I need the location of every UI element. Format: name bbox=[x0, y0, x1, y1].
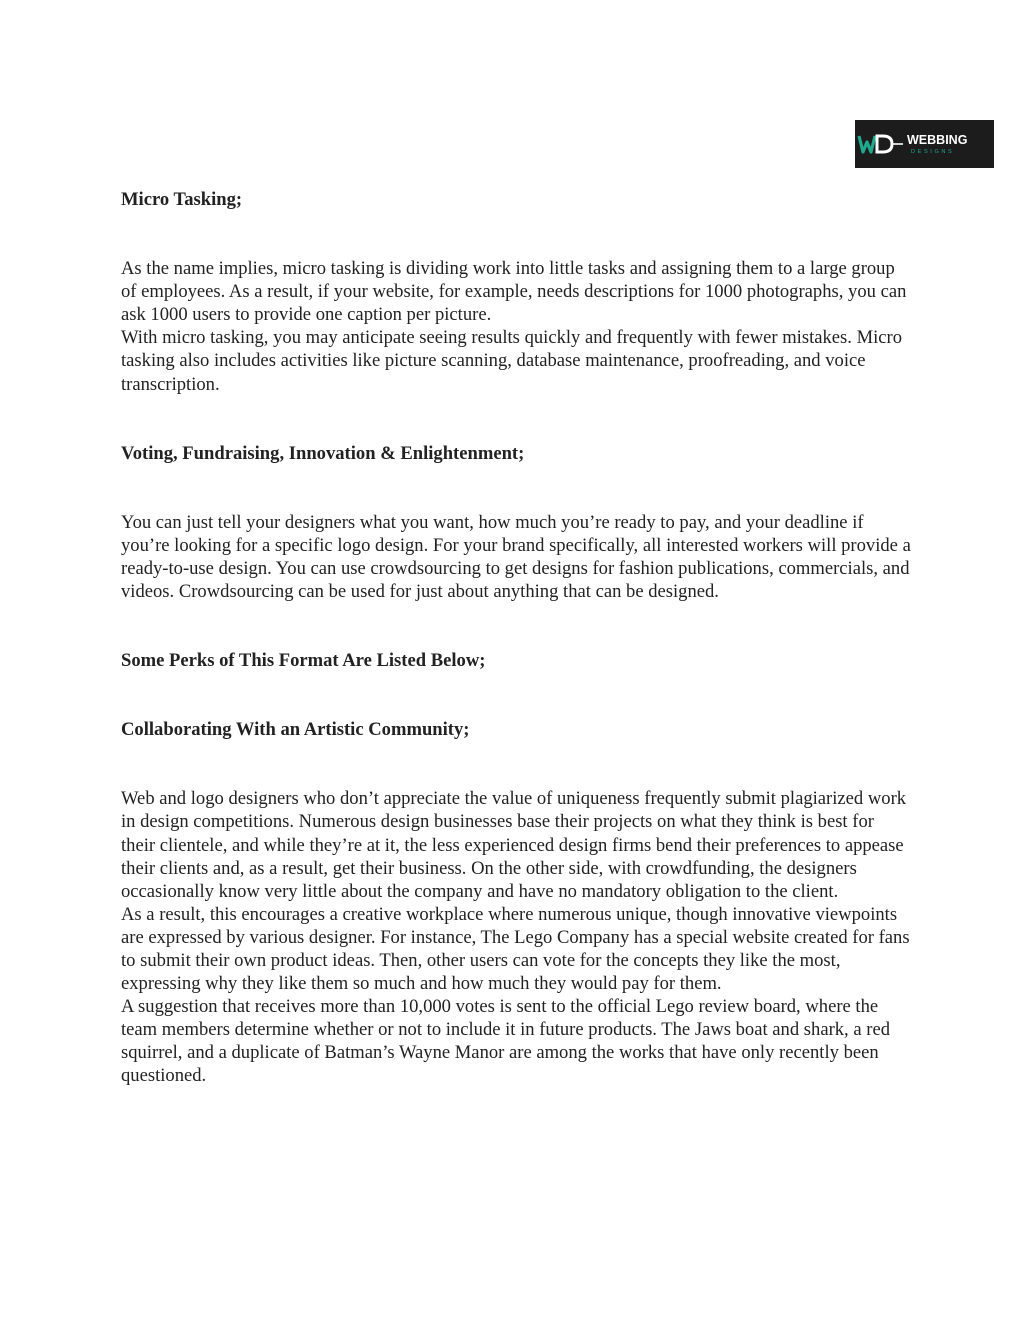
document-body bbox=[121, 188, 911, 1088]
paragraph: As the name implies, micro tasking is dividing work into little tasks and assigning them to a large group of employees. As a result, if your website, for example, needs descriptions for 1000 photographs, you can ask 1000 users to provide one caption per picture. bbox=[121, 258, 907, 326]
paragraph: As a result, this encourages a creative workplace where numerous unique, though innovative viewpoints are expressed by various designer. For instance, The Lego Company has a special website created for fans to submit their own product ideas. Then, other users can vote for the concepts they like the most, expressing why they like them so much and how much they would pay for them. bbox=[121, 903, 910, 995]
webbing-designs-logo bbox=[855, 120, 994, 168]
wd-monogram-icon bbox=[855, 120, 994, 168]
section-heading: Micro Tasking; bbox=[121, 189, 243, 210]
paragraph: You can just tell your designers what you want, how much you’re ready to pay, and your deadline if you’re looking for a specific logo design. For your brand specifically, all interested workers will provide a ready-to-use design. You can use crowdsourcing to get designs for fashion publications, commercials, and videos. Crowdsourcing can be used for just about anything that can be designed. bbox=[121, 511, 911, 603]
section-heading: Voting, Fundraising, Innovation & Enlightenment; bbox=[121, 442, 525, 464]
logo-text: WEBBING bbox=[907, 133, 968, 147]
section-heading: Some Perks of This Format Are Listed Below; bbox=[121, 650, 486, 672]
paragraph: A suggestion that receives more than 10,000 votes is sent to the official Lego review board, where the team members determine whether or not to include it in future products. The Jaws boat and shark, a red squirrel, and a duplicate of Batman’s Wayne Manor are among the works that have only recently been questioned. bbox=[121, 996, 890, 1087]
section-heading: Collaborating With an Artistic Community; bbox=[121, 719, 470, 741]
paragraph: Web and logo designers who don’t appreciate the value of uniqueness frequently submit plagiarized work in design competitions. Numerous design businesses base their projects on what they think is best for their clientele, and while they’re at it, the less experienced design firms bend their preferences to appease their clients and, as a result, get their business. On the other side, with crowdfunding, the designers occasionally know very little about the company and have no mandatory obligation to the client. bbox=[121, 788, 907, 902]
logo-subtext: DESIGNS bbox=[911, 149, 955, 155]
paragraph: With micro tasking, you may anticipate seeing results quickly and frequently with fewer mistakes. Micro tasking also includes activities like picture scanning, database maintenance, proofreading, and voice transcription. bbox=[121, 327, 903, 395]
